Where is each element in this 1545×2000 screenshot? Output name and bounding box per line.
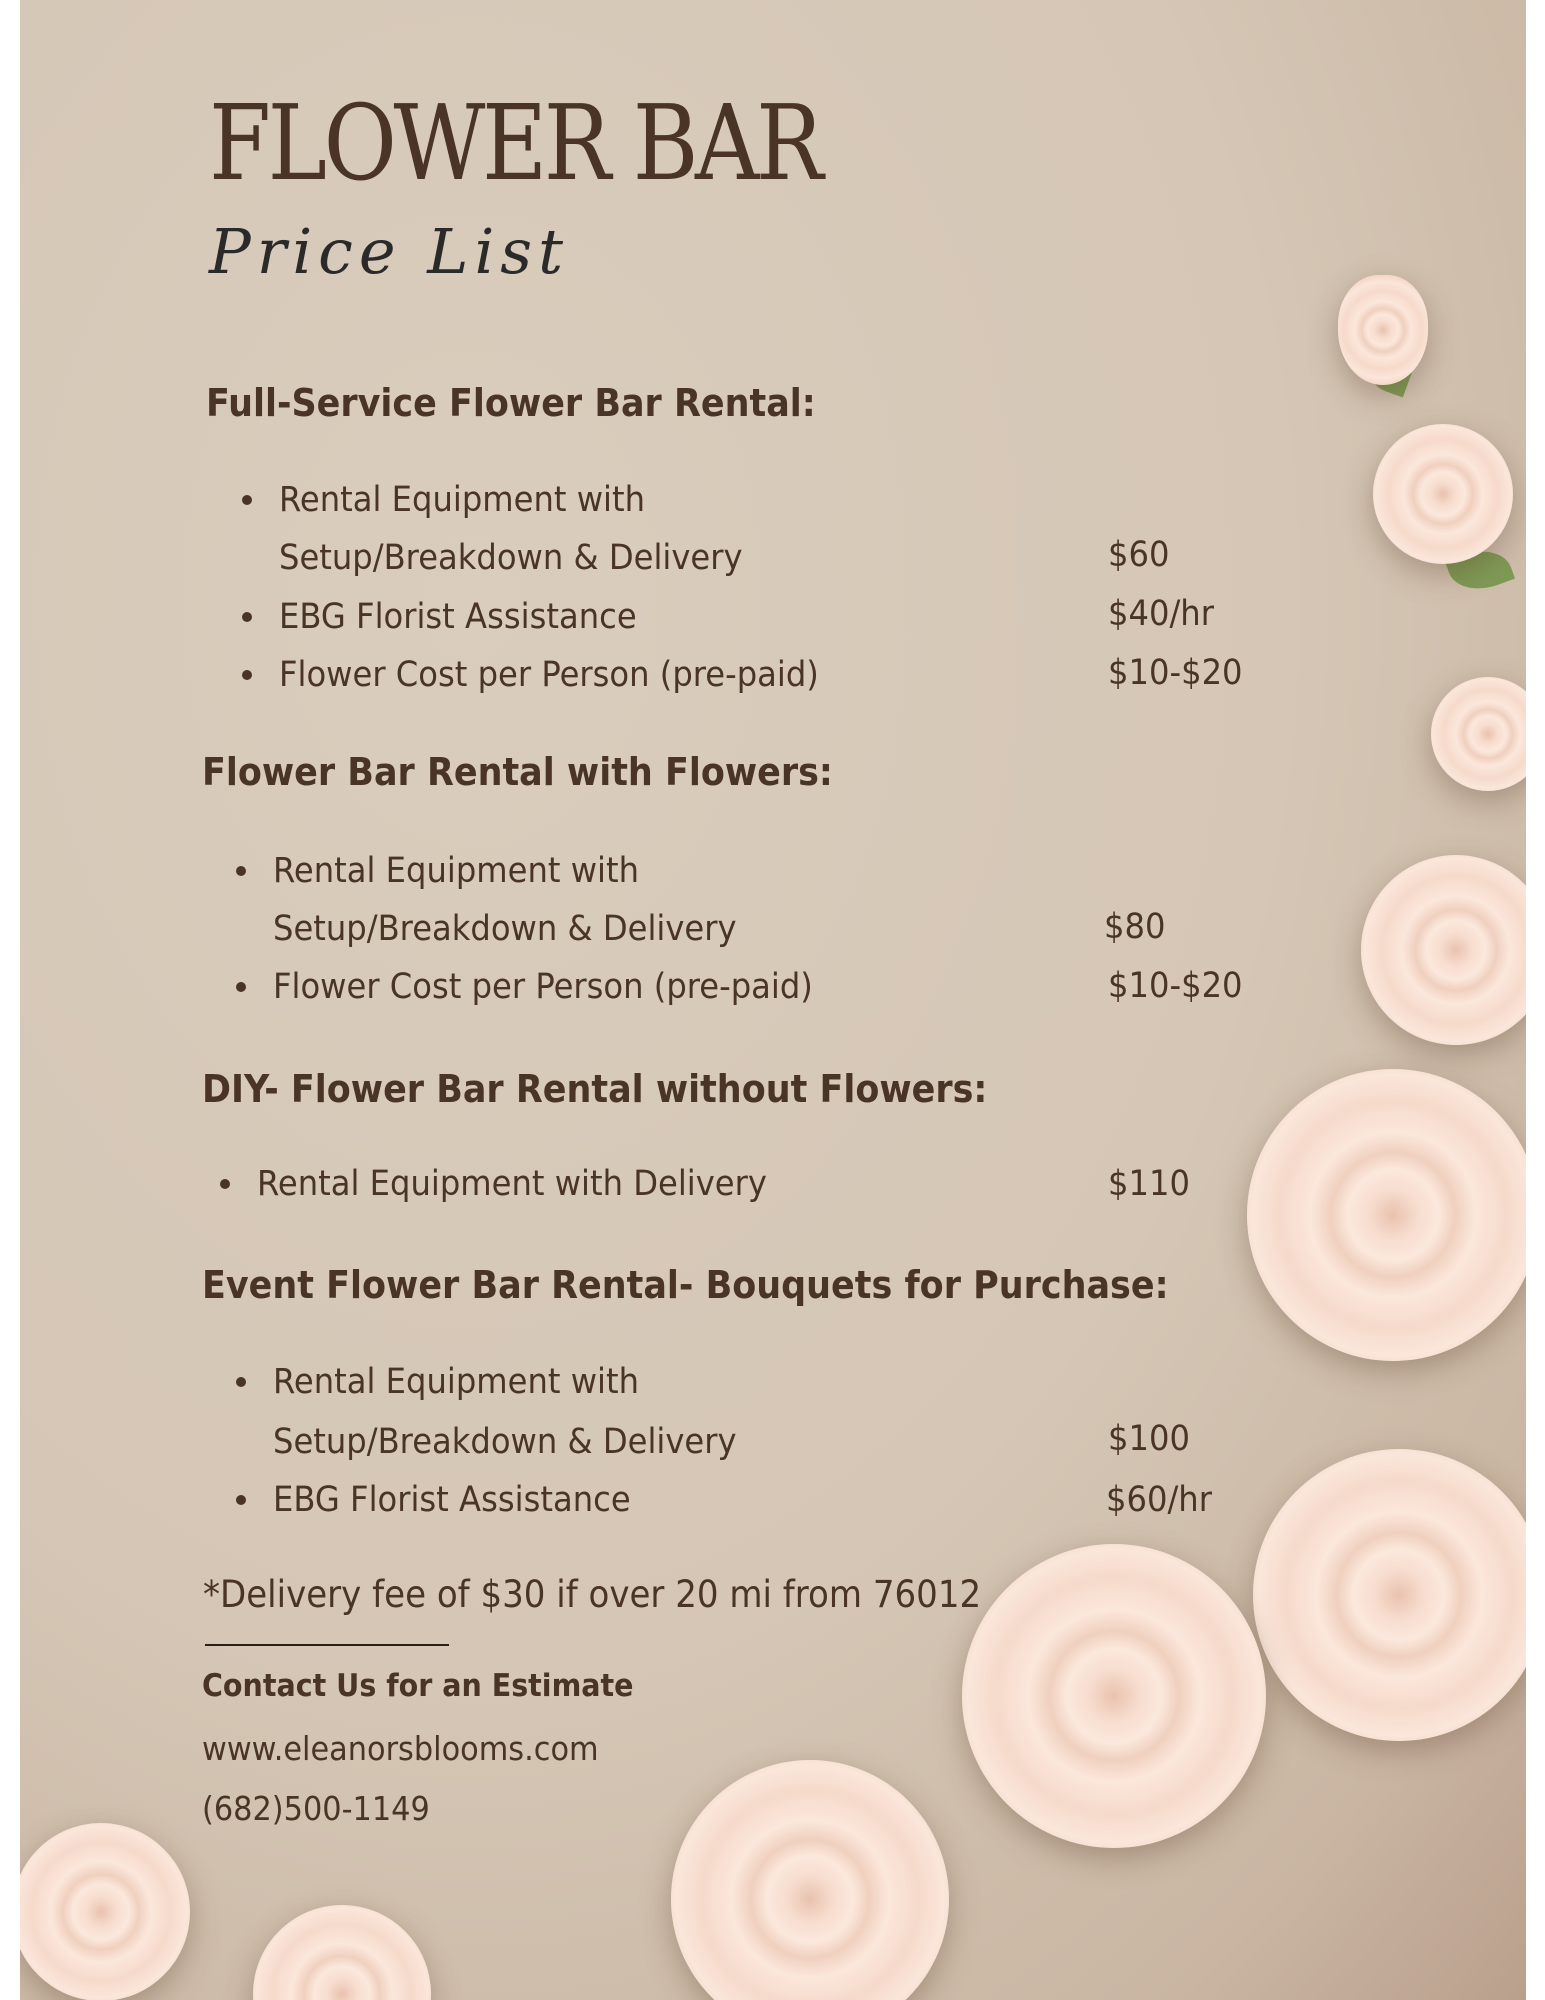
item-label: EBG Florist Assistance: [273, 1480, 631, 1520]
contact-heading: Contact Us for an Estimate: [202, 1668, 634, 1704]
website-link[interactable]: www.eleanorsblooms.com: [202, 1729, 599, 1768]
section-heading: Full-Service Flower Bar Rental:: [206, 381, 816, 425]
item-label: Rental Equipment with Delivery: [257, 1164, 767, 1204]
item-label: Flower Cost per Person (pre-paid): [273, 967, 813, 1007]
bullet-icon: [236, 866, 246, 876]
item-price: $110: [1108, 1164, 1190, 1204]
bullet-icon: [236, 982, 246, 992]
item-label: Rental Equipment with: [279, 480, 646, 520]
page-title: FLOWER BAR: [209, 82, 821, 204]
bullet-icon: [242, 495, 252, 505]
item-label: Setup/Breakdown & Delivery: [273, 1422, 737, 1462]
section-heading: DIY- Flower Bar Rental without Flowers:: [202, 1067, 988, 1111]
item-label: Rental Equipment with: [273, 1362, 640, 1402]
section-heading: Event Flower Bar Rental- Bouquets for Purchase:: [202, 1263, 1169, 1307]
price-list-page: [20, 0, 1526, 2000]
item-price: $60/hr: [1106, 1480, 1212, 1520]
item-price: $60: [1108, 535, 1170, 575]
item-label: Setup/Breakdown & Delivery: [273, 909, 737, 949]
divider: [205, 1644, 449, 1646]
phone-number[interactable]: (682)500-1149: [202, 1789, 430, 1828]
item-label: EBG Florist Assistance: [279, 597, 637, 637]
bullet-icon: [236, 1495, 246, 1505]
section-heading: Flower Bar Rental with Flowers:: [202, 750, 833, 794]
item-price: $100: [1108, 1419, 1190, 1459]
item-price: $10-$20: [1108, 966, 1243, 1006]
item-price: $10-$20: [1108, 653, 1243, 693]
bullet-icon: [236, 1377, 246, 1387]
delivery-note: *Delivery fee of $30 if over 20 mi from 76012: [203, 1573, 982, 1616]
bullet-icon: [242, 670, 252, 680]
bullet-icon: [242, 612, 252, 622]
item-label: Rental Equipment with: [273, 851, 640, 891]
bullet-icon: [220, 1179, 230, 1189]
item-price: $40/hr: [1108, 594, 1214, 634]
page-subtitle: Price List: [209, 215, 570, 288]
item-label: Flower Cost per Person (pre-paid): [279, 655, 819, 695]
item-price: $80: [1104, 907, 1166, 947]
item-label: Setup/Breakdown & Delivery: [279, 538, 743, 578]
